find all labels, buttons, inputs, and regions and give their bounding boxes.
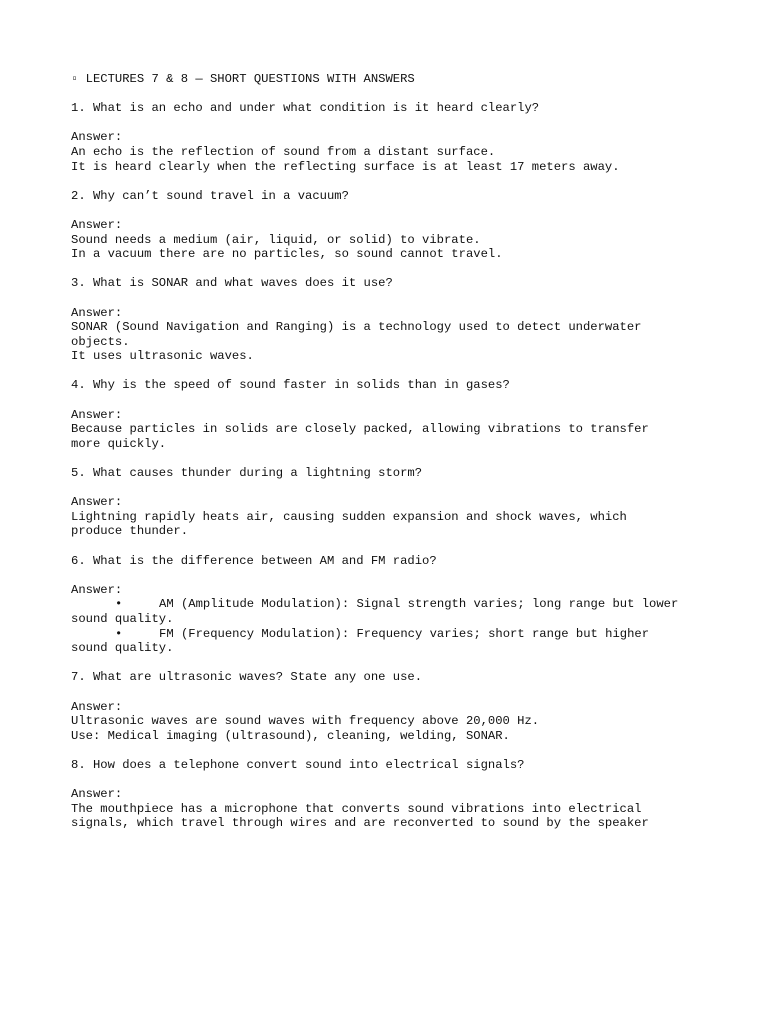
question-1: 1. What is an echo and under what condition is it heard clearly?	[71, 101, 540, 116]
bullet-fm-continued: sound quality.	[71, 641, 174, 656]
spacer	[71, 656, 721, 671]
answer-label-2: Answer:	[71, 217, 123, 232]
answer-label-5: Answer:	[71, 495, 123, 510]
spacer	[71, 291, 721, 306]
answer-7-line-2: Use: Medical imaging (ultrasound), cleaning, welding, SONAR.	[71, 728, 510, 743]
question-8: 8. How does a telephone convert sound into electrical signals?	[71, 757, 525, 772]
question-5: 5. What causes thunder during a lightning storm?	[71, 466, 423, 481]
spacer	[71, 262, 721, 277]
spacer	[71, 203, 721, 218]
answer-7-line-1: Ultrasonic waves are sound waves with frequency above 20,000 Hz.	[71, 714, 540, 729]
question-2: 2. Why can’t sound travel in a vacuum?	[71, 188, 349, 203]
answer-label-7: Answer:	[71, 699, 123, 714]
spacer	[71, 451, 721, 466]
bullet-fm-text: FM (Frequency Modulation): Frequency varies; short range but higher	[159, 626, 650, 641]
question-7: 7. What are ultrasonic waves? State any one use.	[71, 670, 423, 685]
bullet-icon: •	[115, 597, 123, 612]
document-page	[71, 72, 721, 831]
bullet-item-fm	[71, 627, 721, 642]
spacer	[71, 539, 721, 554]
answer-label-1: Answer:	[71, 130, 123, 145]
spacer	[71, 87, 721, 102]
spacer	[71, 743, 721, 758]
answer-label-3: Answer:	[71, 305, 123, 320]
answer-label-4: Answer:	[71, 407, 123, 422]
answer-label-8: Answer:	[71, 787, 123, 802]
spacer	[71, 685, 721, 700]
answer-2-line-1: Sound needs a medium (air, liquid, or solid) to vibrate.	[71, 232, 481, 247]
answer-1-line-1: An echo is the reflection of sound from a distant surface.	[71, 144, 496, 159]
question-4: 4. Why is the speed of sound faster in solids than in gases?	[71, 378, 510, 393]
spacer	[71, 481, 721, 496]
answer-4-line-1: Because particles in solids are closely packed, allowing vibrations to transfer	[71, 422, 649, 437]
spacer	[71, 773, 721, 788]
answer-8-line-2: signals, which travel through wires and are reconverted to sound by the speaker	[71, 816, 649, 831]
spacer	[71, 116, 721, 131]
spacer	[71, 364, 721, 379]
spacer	[71, 568, 721, 583]
bullet-icon: •	[115, 626, 123, 641]
question-3: 3. What is SONAR and what waves does it use?	[71, 276, 393, 291]
answer-8-line-1: The mouthpiece has a microphone that converts sound vibrations into electrical	[71, 801, 642, 816]
question-6: 6. What is the difference between AM and FM radio?	[71, 553, 437, 568]
spacer	[71, 393, 721, 408]
bullet-am-text: AM (Amplitude Modulation): Signal strength varies; long range but lower	[159, 597, 679, 612]
answer-5-line-2: produce thunder.	[71, 524, 189, 539]
answer-3-line-2: objects.	[71, 334, 130, 349]
answer-3-line-1: SONAR (Sound Navigation and Ranging) is a technology used to detect underwater	[71, 320, 642, 335]
spacer	[71, 174, 721, 189]
bullet-am-continued: sound quality.	[71, 611, 174, 626]
answer-1-line-2: It is heard clearly when the reflecting surface is at least 17 meters away.	[71, 159, 620, 174]
answer-2-line-2: In a vacuum there are no particles, so sound cannot travel.	[71, 247, 503, 262]
bullet-item-am	[71, 597, 721, 612]
answer-3-line-3: It uses ultrasonic waves.	[71, 349, 254, 364]
answer-5-line-1: Lightning rapidly heats air, causing sudden expansion and shock waves, which	[71, 509, 627, 524]
answer-label-6: Answer:	[71, 582, 123, 597]
document-title: ▫ LECTURES 7 & 8 — SHORT QUESTIONS WITH ANSWERS	[71, 72, 415, 86]
answer-4-line-2: more quickly.	[71, 436, 167, 451]
